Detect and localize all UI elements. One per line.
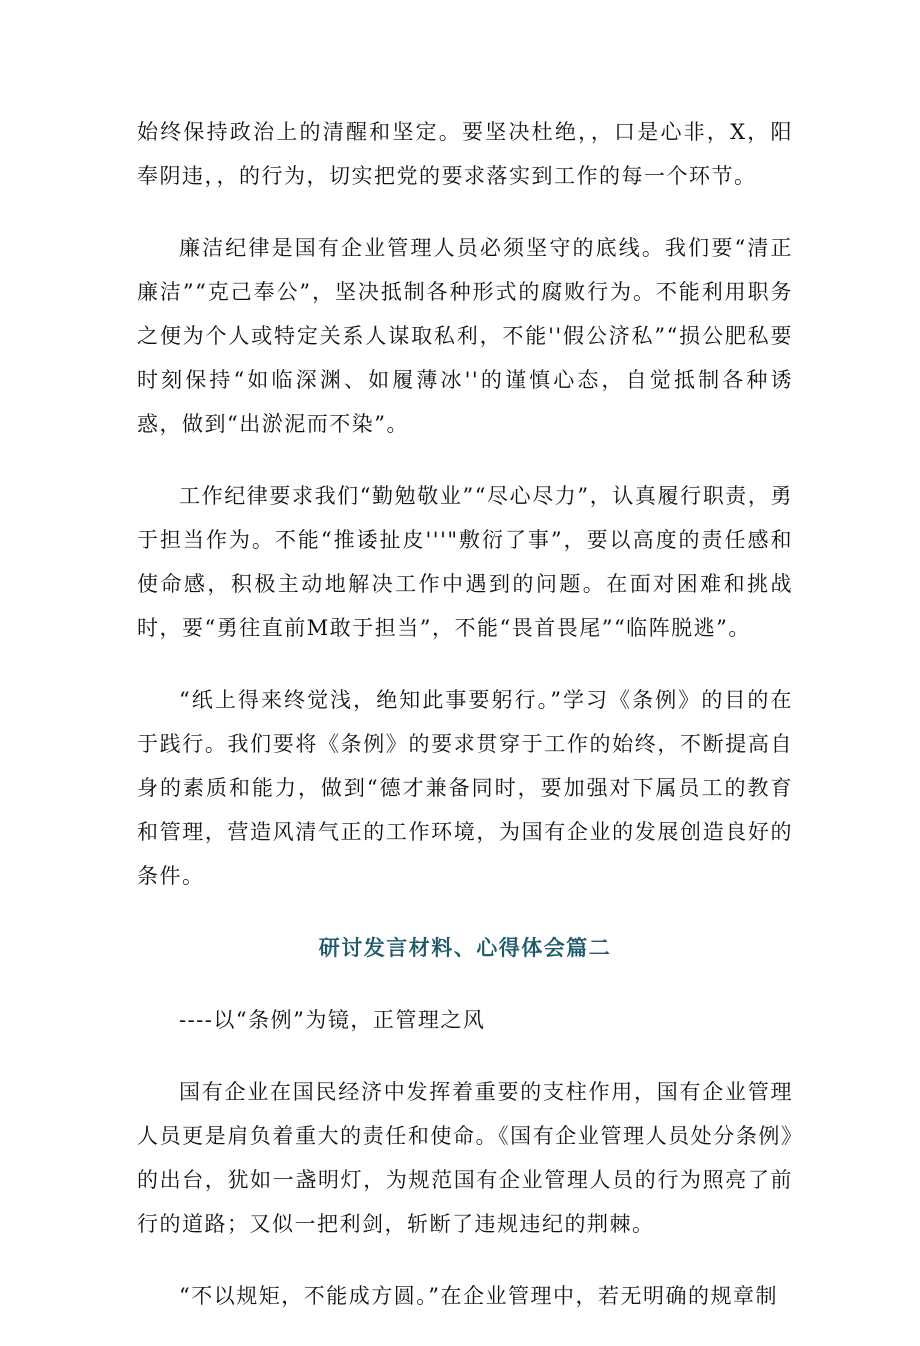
paragraph-practice: “纸上得来终觉浅，绝知此事要躬行。”学习《条例》的目的在于践行。我们要将《条例》的要求贯穿于工作的始终，不断提高自身的素质和能力，做到“德才兼备同时，要加强对下属员工的教育和管理，营造风清气正的工作环境，为国有企业的发展创造良好的条件。 (137, 688, 793, 888)
paragraph-soe-role: 国有企业在国民经济中发挥着重要的支柱作用，国有企业管理人员更是肩负着重大的责任和使命。《国有企业管理人员处分条例》的出台，犹如一盏明灯，为规范国有企业管理人员的行为照亮了前行的道路；又似一把利剑，斩断了违规违纪的荆棘。 (137, 1080, 793, 1236)
paragraph-political-discipline-end: 始终保持政治上的清醒和坚定。要坚决杜绝，，口是心非，X，阳奉阴违，，的行为，切实把党的要求落实到工作的每一个环节。 (137, 120, 793, 188)
paragraph-rules: “不以规矩，不能成方圆。”在企业管理中，若无明确的规章制 (179, 1284, 778, 1308)
section-title: 研讨发言材料、心得体会篇二 (318, 935, 612, 960)
paragraph-integrity-discipline: 廉洁纪律是国有企业管理人员必须坚守的底线。我们要“清正廉洁”“克己奉公”，坚决抵制各种形式的腐败行为。不能利用职务之便为个人或特定关系人谋取私利，不能''假公济私”“损公肥私要时刻保持“如临深渊、如履薄冰''的谨慎心态，自觉抵制各种诱惑，做到“出淤泥而不染”。 (137, 236, 793, 436)
document-body (137, 110, 793, 1346)
paragraph-work-discipline: 工作纪律要求我们“勤勉敬业”“尽心尽力”，认真履行职责，勇于担当作为。不能“推诿扯皮'''"敷衍了事”，要以高度的责任感和使命感，积极主动地解决工作中遇到的问题。在面对困难和挑战时，要“勇往直前M敢于担当”，不能“畏首畏尾”“临阵脱逃”。 (137, 484, 793, 640)
section-subtitle: ----以“条例”为镜，正管理之风 (179, 1008, 486, 1032)
